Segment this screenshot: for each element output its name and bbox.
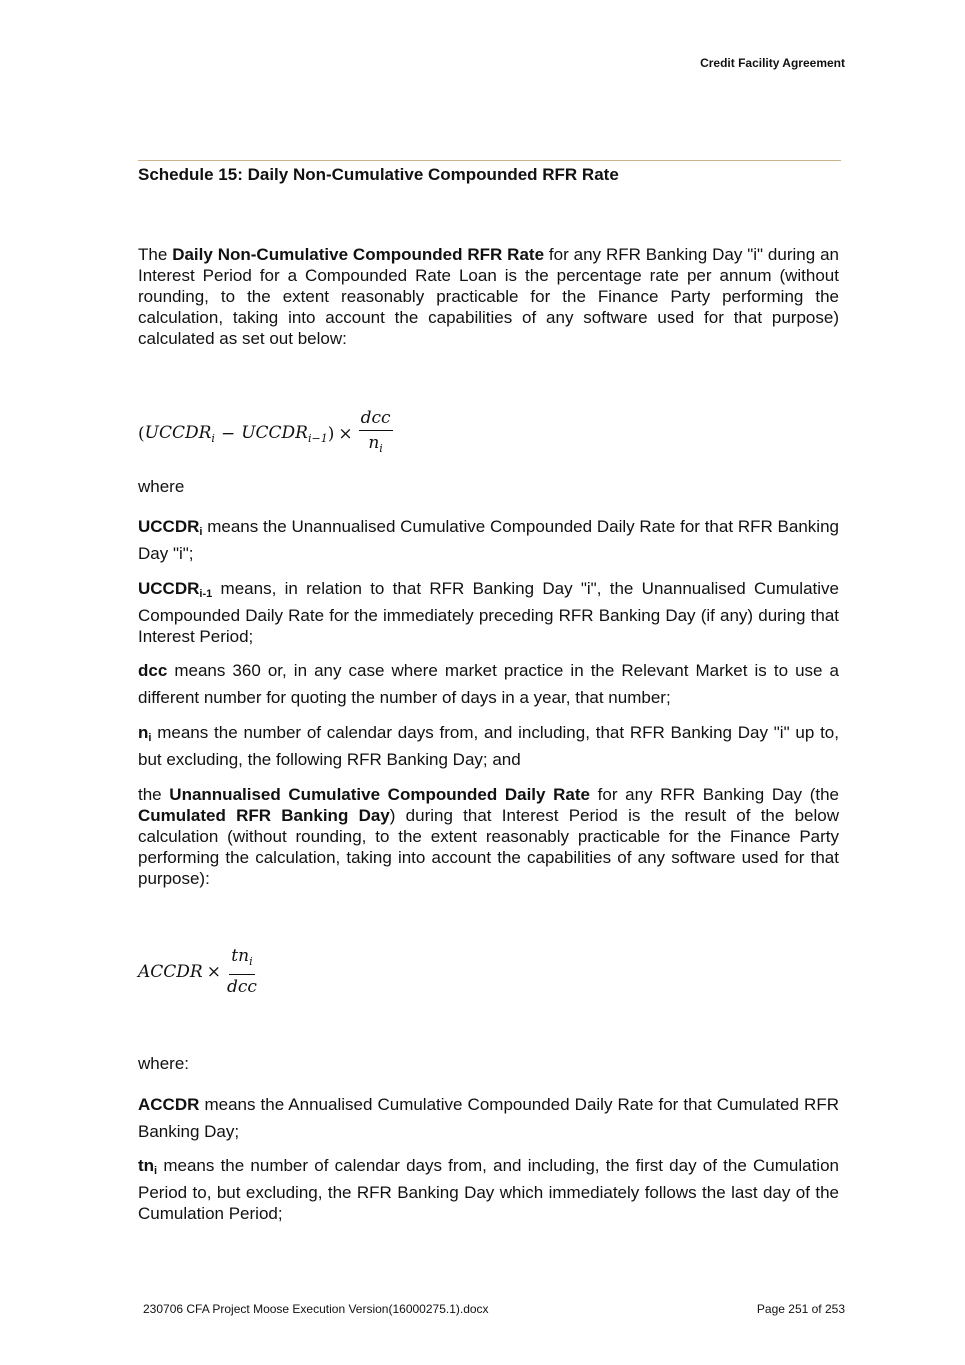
formula-uccdr-i: $UCCDR_i$	[144, 422, 215, 445]
minus-sign: −	[220, 423, 236, 444]
formula-uccdr-i-1: $UCCDR_{i-1}$	[241, 422, 328, 445]
paren-close: )	[327, 423, 335, 444]
definition-dcc: dcc means 360 or, in any case where market practice in the Relevant Market is to use a different number for quoting the number of days in a year, that number;	[138, 661, 839, 707]
definition-uccdr-i-1: UCCDRi-1 means, in relation to that RFR Banking Day "i", the Unannualised Cumulative Compounded Daily Rate for the immediately preceding RFR Banking Day (if any) during that Interest Period;	[138, 579, 839, 646]
formula-accdr: ACCDR	[138, 961, 203, 982]
definition-ni: ni means the number of calendar days from, and including, that RFR Banking Day "i" up to, but excluding, the following RFR Banking Day; and	[138, 723, 839, 769]
footer-document-name: 230706 CFA Project Moose Execution Version(16000275.1).docx	[143, 1302, 489, 1316]
cumulated-day-term: Cumulated RFR Banking Day	[138, 806, 390, 825]
definition-accdr: ACCDR means the Annualised Cumulative Compounded Daily Rate for that Cumulated RFR Banking Day;	[138, 1095, 839, 1141]
schedule-title: Schedule 15: Daily Non-Cumulative Compounded RFR Rate	[138, 165, 619, 184]
times-sign: ×	[206, 961, 221, 982]
definition-tni: tni means the number of calendar days from, and including, the first day of the Cumulation Period to, but excluding, the RFR Banking Day which immediately follows the last day of the Cumulation Period;	[138, 1156, 839, 1223]
fraction-numerator: $tn_i$	[229, 946, 254, 975]
fraction-numerator: dcc	[359, 408, 393, 431]
paren-open: (	[138, 423, 145, 444]
fraction-denominator: $n_i$	[368, 433, 383, 455]
intro-paragraph	[138, 244, 839, 349]
uccdr-term: Unannualised Cumulative Compounded Daily Rate	[169, 785, 590, 804]
where-label-2: where:	[138, 1054, 190, 1073]
intro-prefix: The	[138, 245, 168, 264]
uccdr-paragraph: the Unannualised Cumulative Compounded Daily Rate for any RFR Banking Day (the Cumulated RFR Banking Day) during that Interest Period is the result of the below calculation (without rounding, to the extent reasonably practicable for the Finance Party performing the calculation, taking into account the capabilities of any software used for that purpose):	[138, 785, 840, 888]
header-title: Credit Facility Agreement	[700, 56, 845, 70]
intro-term: Daily Non-Cumulative Compounded RFR Rate	[172, 245, 545, 264]
where-label: where	[138, 477, 185, 496]
times-sign: ×	[338, 423, 353, 444]
footer-page-number: Page 251 of 253	[756, 1302, 845, 1316]
fraction-dcc-over-ni	[359, 408, 393, 459]
definition-uccdr-i: UCCDRi means the Unannualised Cumulative Compounded Daily Rate for that RFR Banking Day "i";	[138, 517, 839, 563]
fraction-tni-over-dcc	[227, 946, 257, 997]
fraction-denominator: dcc	[226, 977, 257, 997]
formula-uccdr	[138, 946, 257, 997]
formula-daily-rate	[138, 408, 393, 459]
header-rule	[138, 160, 841, 161]
intro-text: for any RFR Banking Day "i" during an Interest Period for a Compounded Rate Loan is the percentage rate per annum (without rounding, to the extent reasonably practicable for the Finance Party performing the calculation, taking into account the capabilities of any software used for that purpose) calculated as set out below:	[138, 245, 839, 348]
